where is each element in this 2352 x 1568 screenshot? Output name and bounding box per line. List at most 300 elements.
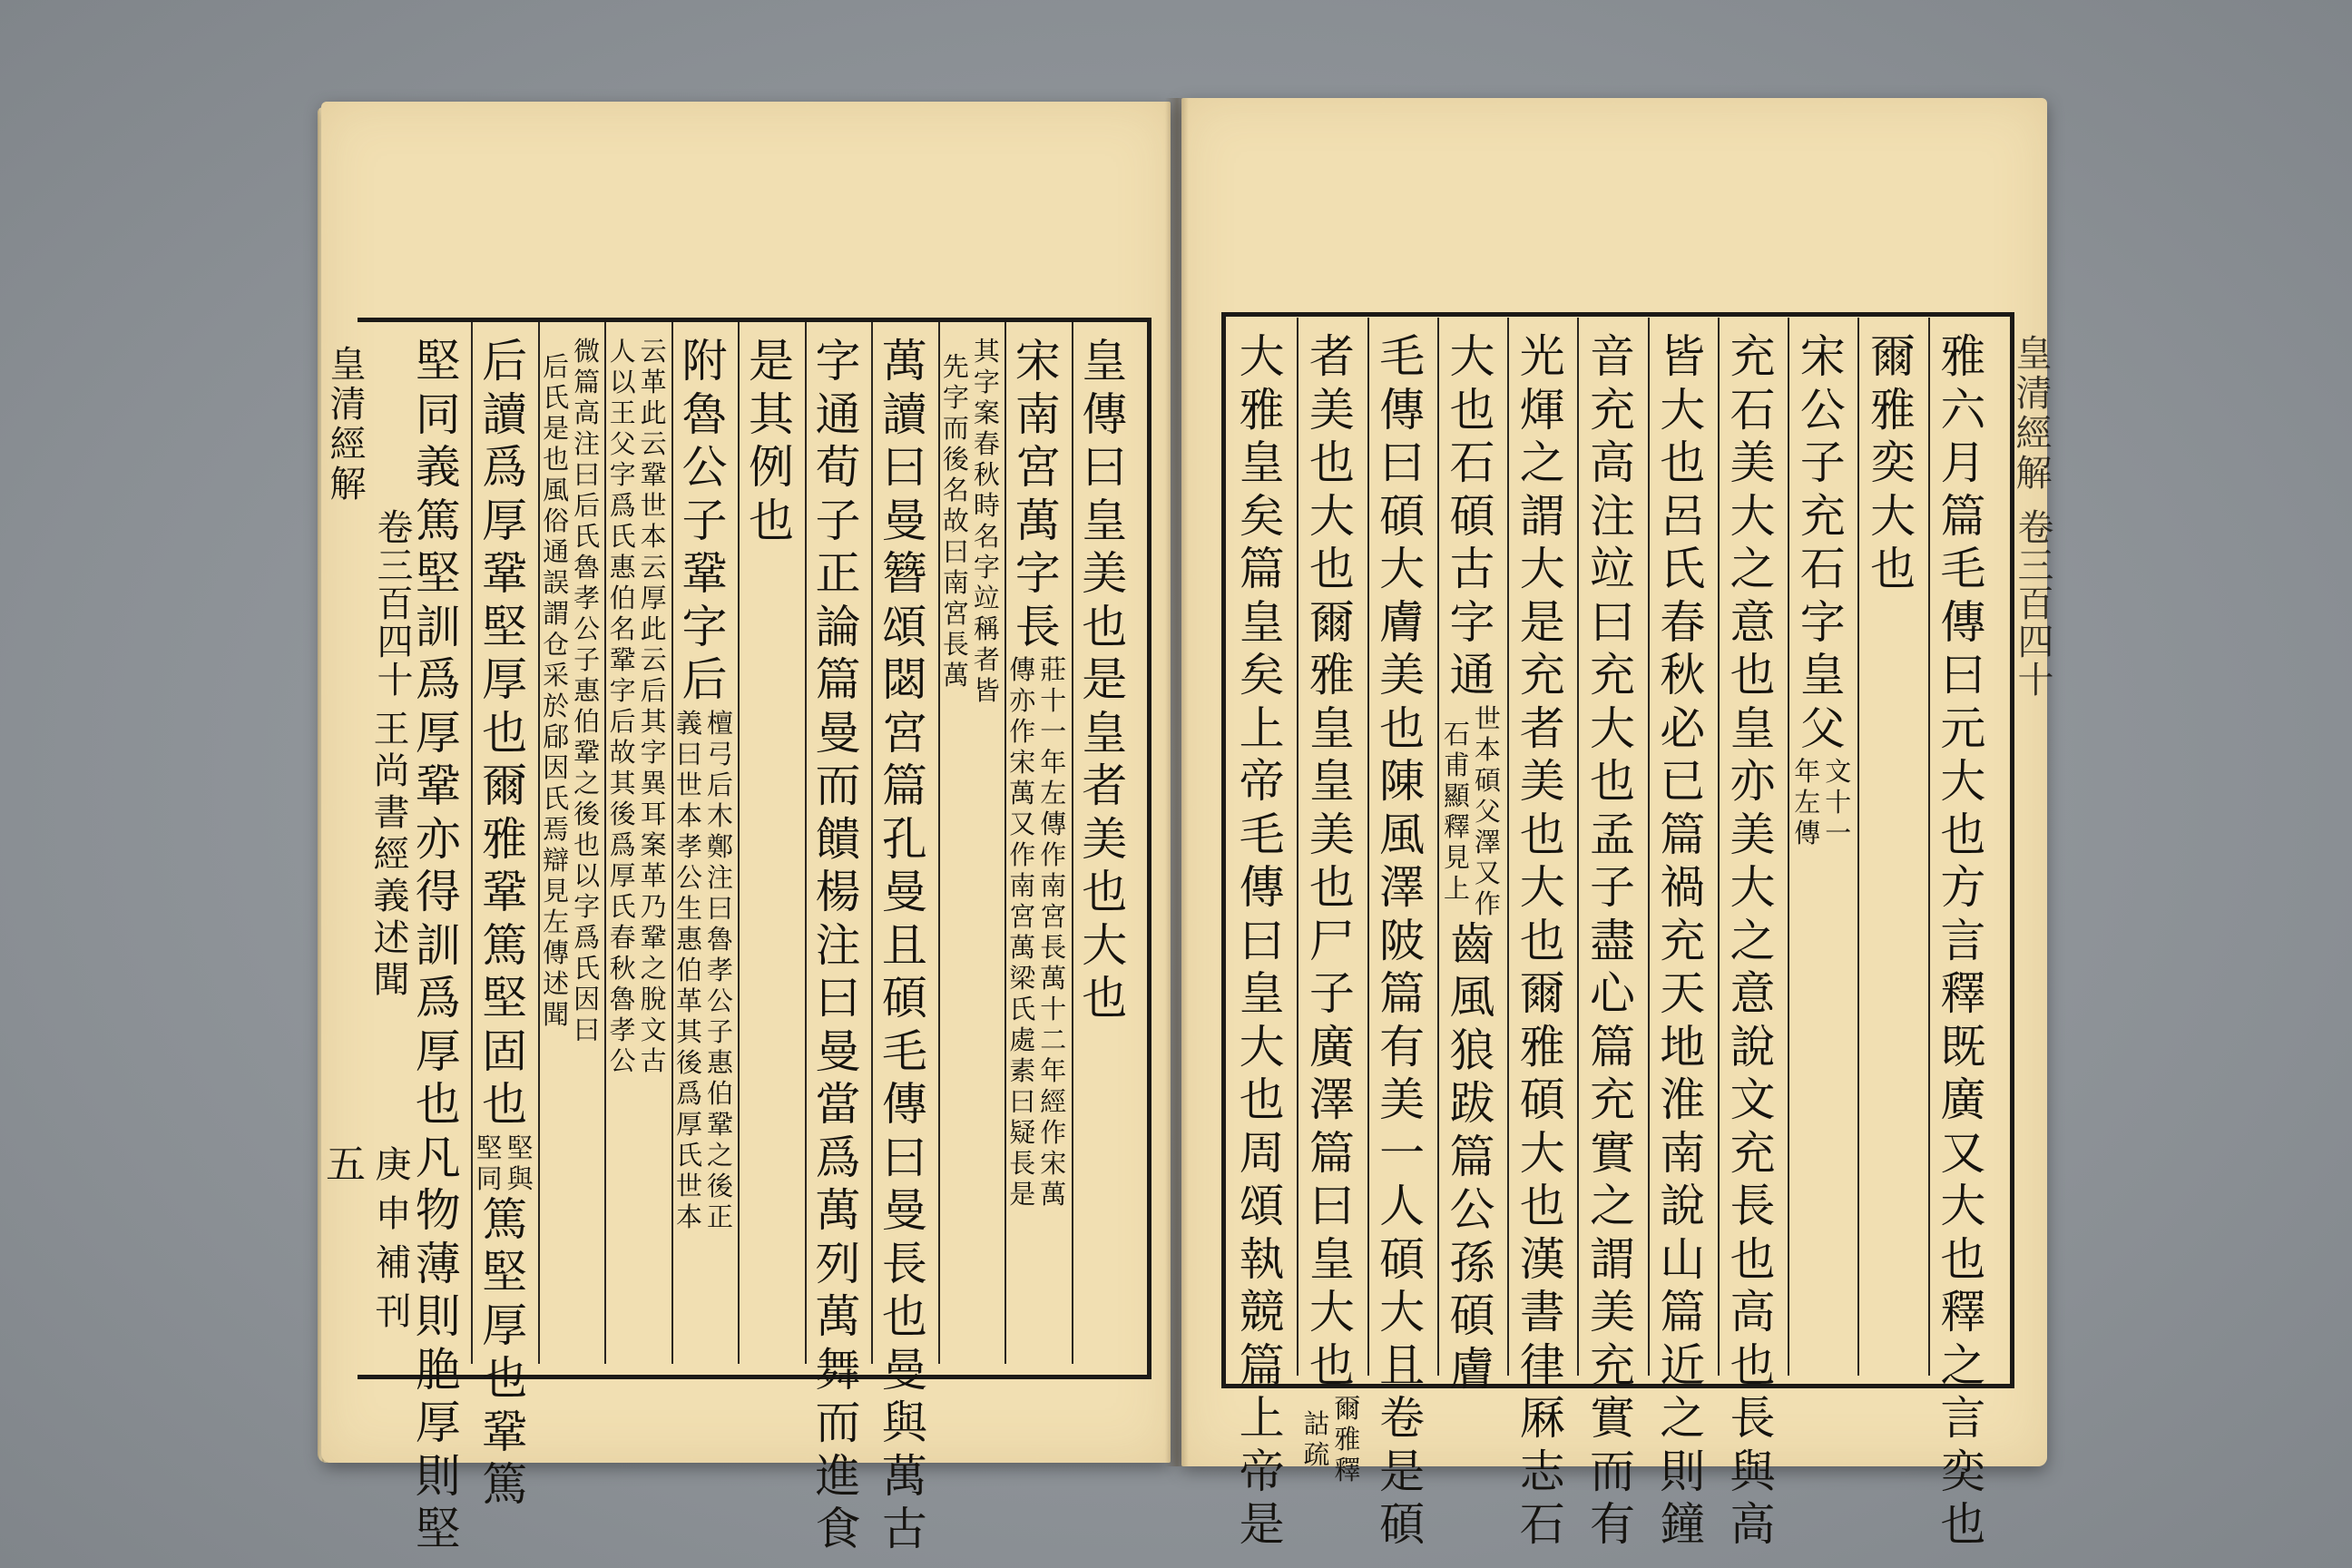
column-rule bbox=[1367, 318, 1369, 1376]
main-text-char: 一 bbox=[1379, 1126, 1426, 1180]
annotation-char: 時 bbox=[973, 490, 1000, 521]
print-note-text: 庚申補刊 bbox=[369, 1145, 411, 1341]
annotation-char: 木 bbox=[707, 799, 734, 831]
annotation-char: 篇 bbox=[573, 367, 601, 397]
main-text-char: 元 bbox=[1940, 701, 1986, 755]
main-text-char: 鞏 bbox=[482, 547, 528, 600]
main-text-char: 魯 bbox=[681, 387, 728, 441]
main-text-char: 也 bbox=[1449, 383, 1495, 436]
main-text-char: 也 bbox=[748, 494, 794, 547]
annotation-subcolumn bbox=[572, 338, 603, 1048]
text-column bbox=[671, 335, 738, 1235]
annotation-char: 公 bbox=[676, 861, 703, 893]
annotation-char: 南 bbox=[942, 567, 969, 598]
main-text-char: 也 bbox=[482, 1078, 528, 1131]
main-text-char: 之 bbox=[1730, 543, 1776, 595]
main-text-char: 讀 bbox=[482, 387, 528, 441]
main-text bbox=[1375, 330, 1429, 1555]
annotation-char: 其 bbox=[609, 768, 636, 799]
annotation-char: 碩 bbox=[1474, 764, 1501, 796]
annotation-char: 本 bbox=[676, 799, 703, 831]
text-column bbox=[871, 335, 937, 1560]
annotation-char: 疑 bbox=[1009, 1117, 1036, 1148]
annotation-text bbox=[607, 338, 669, 1079]
column-rule bbox=[671, 322, 673, 1364]
main-text-char: 也 bbox=[1730, 649, 1776, 701]
main-text-char: 是 bbox=[1239, 1498, 1285, 1551]
main-text-char: 必 bbox=[1660, 701, 1706, 755]
main-text bbox=[1726, 330, 1780, 1555]
main-text-char: 碩 bbox=[1449, 489, 1495, 543]
column-rule bbox=[604, 322, 606, 1364]
text-column bbox=[1928, 330, 1998, 1555]
work-title-text: 王尚書經義述聞 bbox=[368, 710, 409, 1002]
annotation-char: 之 bbox=[707, 1139, 734, 1171]
annotation-char: 氏 bbox=[609, 521, 636, 552]
annotation-char: 氏 bbox=[676, 1139, 703, 1171]
annotation-char: 弓 bbox=[707, 738, 734, 769]
annotation-char: 宮 bbox=[942, 598, 969, 629]
book-title-text: 皇清經解 bbox=[324, 345, 366, 505]
main-text-char: 美 bbox=[1379, 1073, 1426, 1126]
annotation-char: 是 bbox=[1009, 1179, 1036, 1210]
main-text-char: 美 bbox=[1589, 1286, 1635, 1338]
volume-ref-text: 卷三百四十 bbox=[371, 508, 413, 699]
annotation-char: 古 bbox=[640, 1045, 667, 1076]
main-text-char: 禍 bbox=[1660, 861, 1706, 914]
main-text-char: 之 bbox=[1589, 1180, 1635, 1232]
main-text-char: 人 bbox=[1379, 1180, 1426, 1232]
main-text-char: 與 bbox=[881, 1396, 927, 1449]
main-text bbox=[411, 335, 466, 1560]
main-text bbox=[1796, 330, 1850, 759]
main-text-char: 爾 bbox=[1308, 595, 1355, 649]
main-text-char: 也 bbox=[1519, 808, 1565, 861]
annotation-char: 惠 bbox=[609, 552, 636, 583]
main-text-char: 曰 bbox=[1379, 436, 1426, 489]
annotation-char: 本 bbox=[676, 1200, 703, 1232]
main-text-char: 爾 bbox=[482, 760, 528, 812]
main-text-char: 也 bbox=[1519, 1180, 1565, 1232]
column-rule bbox=[1857, 318, 1859, 1376]
main-text-char: 大 bbox=[1082, 918, 1128, 972]
main-text-char: 美 bbox=[1730, 808, 1776, 861]
annotation-char: 雅 bbox=[1334, 1424, 1361, 1455]
column-rule bbox=[471, 322, 473, 1364]
main-text-char: 充 bbox=[1730, 1126, 1776, 1180]
annotation-char: 云 bbox=[640, 336, 667, 367]
text-column bbox=[538, 338, 604, 1048]
main-text-char: 厚 bbox=[415, 1396, 461, 1449]
main-text-char: 文 bbox=[1730, 1073, 1776, 1126]
main-text-char: 論 bbox=[815, 600, 861, 653]
annotation-char: 惠 bbox=[707, 1046, 734, 1078]
main-text-char: 是 bbox=[1519, 595, 1565, 649]
main-text-char: 后 bbox=[482, 335, 528, 387]
main-text bbox=[810, 335, 865, 1560]
annotation-char: 孝 bbox=[676, 830, 703, 862]
annotation-char: 子 bbox=[573, 644, 601, 675]
main-text-char: 傳 bbox=[1082, 387, 1128, 441]
right-margin-volume bbox=[2009, 508, 2051, 699]
annotation-char: 世 bbox=[676, 1170, 703, 1201]
annotation-char: 王 bbox=[609, 397, 636, 428]
annotation-char: 後 bbox=[676, 1046, 703, 1078]
annotation-char: 云 bbox=[640, 428, 667, 459]
main-text-char: 雅 bbox=[1308, 649, 1355, 701]
main-text-char: 大 bbox=[1660, 383, 1706, 436]
main-text-char: 頌 bbox=[1239, 1180, 1285, 1232]
annotation-char: 伯 bbox=[573, 706, 601, 737]
main-text-char: 大 bbox=[1940, 755, 1986, 808]
main-text-char: 宋 bbox=[1014, 335, 1061, 387]
main-text-char: 古 bbox=[881, 1503, 927, 1555]
annotation-subcolumn bbox=[607, 338, 638, 1079]
annotation-char: 以 bbox=[573, 860, 601, 891]
annotation-char: 素 bbox=[1009, 1055, 1036, 1086]
main-text-char: 鞏 bbox=[482, 1405, 528, 1458]
annotation-char: 世 bbox=[676, 769, 703, 800]
main-text-char: 淮 bbox=[1660, 1073, 1706, 1126]
annotation-char: 字 bbox=[609, 675, 636, 706]
main-text-char: 毛 bbox=[1239, 808, 1285, 861]
main-text-char: 雅 bbox=[1870, 383, 1916, 436]
main-text-char: 六 bbox=[1940, 383, 1986, 436]
annotation-char: 乃 bbox=[640, 891, 667, 922]
main-text-char: 當 bbox=[815, 1078, 861, 1131]
main-text-char: 膚 bbox=[1449, 1342, 1495, 1396]
annotation-subcolumn bbox=[971, 338, 1002, 709]
annotation-char: 與 bbox=[506, 1162, 534, 1194]
main-text-char: 跋 bbox=[1449, 1077, 1495, 1130]
main-text-char: 鐘 bbox=[1660, 1498, 1706, 1551]
annotation-char: 風 bbox=[543, 475, 570, 505]
annotation-char: 辯 bbox=[543, 845, 570, 876]
main-text-char: 美 bbox=[1730, 436, 1776, 489]
main-text-char: 意 bbox=[1730, 967, 1776, 1020]
main-text-char: 楊 bbox=[815, 866, 861, 918]
main-text-char: 而 bbox=[815, 1396, 861, 1449]
annotation-char: 釋 bbox=[1443, 810, 1470, 842]
main-text-char: 鞏 bbox=[415, 760, 461, 812]
main-text-char: 篇 bbox=[1660, 1286, 1706, 1338]
column-rule bbox=[805, 322, 807, 1364]
annotation-char: 鞏 bbox=[640, 459, 667, 490]
annotation-char: 高 bbox=[573, 397, 601, 428]
main-text-char: 言 bbox=[1940, 1392, 1986, 1445]
main-text-char: 公 bbox=[1799, 383, 1846, 436]
annotation-char: 后 bbox=[543, 351, 570, 382]
main-text-char: 大 bbox=[1519, 1126, 1565, 1180]
annotation-char: 革 bbox=[640, 860, 667, 891]
annotation-char: 作 bbox=[1474, 887, 1501, 919]
annotation-char: 公 bbox=[573, 613, 601, 644]
annotation-char: 采 bbox=[543, 660, 570, 691]
main-text-char: 曼 bbox=[881, 494, 927, 547]
main-text-char: 美 bbox=[1082, 547, 1128, 600]
main-text-char: 萬 bbox=[1014, 494, 1061, 547]
annotation-char: 父 bbox=[609, 428, 636, 459]
annotation-char: 魯 bbox=[707, 923, 734, 955]
annotation-char: 梁 bbox=[1009, 963, 1036, 994]
annotation-char: 同 bbox=[475, 1162, 503, 1194]
main-text-char: 大 bbox=[1730, 861, 1776, 914]
main-text-char: 石 bbox=[1730, 383, 1776, 436]
text-column bbox=[1788, 330, 1857, 851]
annotation-char: 爾 bbox=[1334, 1393, 1361, 1424]
annotation-char: 左 bbox=[543, 906, 570, 937]
main-text-char: 堅 bbox=[482, 972, 528, 1024]
main-text-char: 澤 bbox=[1308, 1073, 1355, 1126]
main-text-char: 萬 bbox=[881, 1449, 927, 1503]
main-text-char: 也 bbox=[1730, 1232, 1776, 1286]
annotation-char: 而 bbox=[942, 413, 969, 444]
main-text-char: 謂 bbox=[1519, 489, 1565, 543]
main-text-char: 奕 bbox=[1870, 436, 1916, 489]
main-text-char: 也 bbox=[1940, 1498, 1986, 1551]
annotation-char: 宮 bbox=[1009, 901, 1036, 932]
main-text-char: 也 bbox=[1308, 543, 1355, 595]
main-text-char: 堅 bbox=[482, 1246, 528, 1298]
main-text-char: 子 bbox=[1308, 967, 1355, 1020]
main-text-char: 天 bbox=[1660, 967, 1706, 1020]
annotation-subcolumn bbox=[474, 1132, 505, 1197]
annotation-char: 堅 bbox=[506, 1132, 534, 1163]
main-text-char: 篇 bbox=[1449, 1130, 1495, 1183]
text-column bbox=[1437, 330, 1507, 1399]
main-text-char: 高 bbox=[1730, 1286, 1776, 1338]
annotation-char: 氏 bbox=[609, 891, 636, 922]
main-text-char: 帝 bbox=[1239, 755, 1285, 808]
right-book-title-text: 皇清經解 bbox=[2010, 334, 2052, 494]
annotation-char: 處 bbox=[1009, 1024, 1036, 1055]
main-text-char: 毛 bbox=[1379, 330, 1426, 383]
main-text-char: 義 bbox=[415, 441, 461, 494]
main-text-char: 碩 bbox=[1379, 1232, 1426, 1286]
annotation-char: 鄭 bbox=[707, 830, 734, 862]
annotation-char: 世 bbox=[1474, 702, 1501, 734]
annotation-char: 秋 bbox=[609, 953, 636, 984]
column-rule bbox=[1648, 318, 1650, 1376]
main-text-char: 是 bbox=[1379, 1445, 1426, 1498]
annotation-char: 魯 bbox=[609, 984, 636, 1014]
main-text-char: 尸 bbox=[1308, 914, 1355, 967]
main-text-char: 曰 bbox=[1082, 441, 1128, 494]
annotation-char: 革 bbox=[676, 985, 703, 1016]
annotation-char: 秋 bbox=[973, 459, 1000, 490]
right-margin-book-title bbox=[2007, 334, 2052, 494]
annotation-char: 爲 bbox=[609, 490, 636, 521]
annotation-char: 後 bbox=[707, 1170, 734, 1201]
main-text-char: 萬 bbox=[815, 1184, 861, 1237]
annotation-char: 左 bbox=[1040, 778, 1067, 808]
main-text-char: 也 bbox=[1082, 972, 1128, 1024]
annotation-subcolumn bbox=[1007, 654, 1038, 1212]
main-text-char: 堅 bbox=[415, 1503, 461, 1555]
annotation-subcolumn bbox=[1332, 1393, 1363, 1488]
main-text-char: 執 bbox=[1239, 1232, 1285, 1286]
annotation-char: 後 bbox=[573, 799, 601, 829]
main-text-char: 心 bbox=[1589, 967, 1635, 1020]
annotation-char: 長 bbox=[1040, 932, 1067, 963]
annotation-char: 本 bbox=[640, 521, 667, 552]
text-column bbox=[1004, 335, 1071, 1212]
main-text-char: 碩 bbox=[1449, 1289, 1495, 1342]
annotation-char: 作 bbox=[1009, 839, 1036, 870]
main-text-char: 讀 bbox=[881, 387, 927, 441]
main-text-char: 盡 bbox=[1589, 914, 1635, 967]
main-text-char: 子 bbox=[681, 494, 728, 547]
annotation-char: 曰 bbox=[942, 536, 969, 567]
annotation-char: 甫 bbox=[1443, 749, 1470, 780]
main-text-char: 之 bbox=[1940, 1338, 1986, 1392]
annotation-char: 釋 bbox=[1334, 1455, 1361, 1485]
annotation-char: 曰 bbox=[707, 892, 734, 924]
main-text-char: 充 bbox=[1589, 383, 1635, 436]
main-text bbox=[1305, 330, 1359, 1396]
main-text-char: 篇 bbox=[1660, 808, 1706, 861]
annotation-char: 故 bbox=[609, 737, 636, 768]
annotation-char: 后 bbox=[609, 706, 636, 737]
text-column bbox=[471, 335, 537, 1515]
annotation-char: 以 bbox=[609, 367, 636, 397]
annotation-char: 人 bbox=[609, 336, 636, 367]
main-text-char: 其 bbox=[748, 387, 794, 441]
annotation-char: 竝 bbox=[973, 583, 1000, 613]
annotation-char: 左 bbox=[1794, 787, 1821, 818]
main-text-char: 大 bbox=[1519, 861, 1565, 914]
annotation-char: 本 bbox=[1474, 733, 1501, 765]
annotation-char: 氏 bbox=[573, 953, 601, 984]
main-text-char: 美 bbox=[1519, 755, 1565, 808]
main-text-char: 南 bbox=[1660, 1126, 1706, 1180]
main-text-char: 雅 bbox=[1239, 383, 1285, 436]
main-text-char: 石 bbox=[1519, 1498, 1565, 1551]
main-text-char: 充 bbox=[1589, 1073, 1635, 1126]
main-text-char: 競 bbox=[1239, 1286, 1285, 1338]
annotation-char: 曰 bbox=[573, 459, 601, 490]
main-text-char: 凡 bbox=[415, 1131, 461, 1184]
main-text-char: 爲 bbox=[815, 1131, 861, 1184]
main-text-char: 曰 bbox=[1239, 914, 1285, 967]
annotation-char: 稱 bbox=[973, 613, 1000, 644]
main-text-char: 光 bbox=[1519, 330, 1565, 383]
annotation-subcolumn bbox=[505, 1132, 535, 1197]
annotation-char: 生 bbox=[676, 892, 703, 924]
main-text-char: 厚 bbox=[482, 494, 528, 547]
main-text-char: 也 bbox=[1940, 1232, 1986, 1286]
text-column bbox=[1297, 330, 1367, 1488]
annotation-char: 后 bbox=[640, 675, 667, 706]
annotation-char: 先 bbox=[942, 351, 969, 382]
main-text-char: 傳 bbox=[1379, 383, 1426, 436]
main-text-char: 大 bbox=[1239, 330, 1285, 383]
text-column bbox=[1367, 330, 1437, 1555]
main-text-char: 訓 bbox=[415, 600, 461, 653]
main-text-char: 風 bbox=[1379, 808, 1426, 861]
main-text-char: 曰 bbox=[1940, 649, 1986, 701]
main-text-char: 而 bbox=[1589, 1445, 1635, 1498]
annotation-char: 見 bbox=[543, 876, 570, 906]
main-text-char: 也 bbox=[1730, 1338, 1776, 1392]
main-text-char: 皇 bbox=[1082, 494, 1128, 547]
main-text-char: 父 bbox=[1799, 701, 1846, 755]
main-text-char: 美 bbox=[1379, 649, 1426, 701]
annotation-char: 義 bbox=[676, 707, 703, 739]
main-text-char: 充 bbox=[1589, 649, 1635, 701]
text-column bbox=[1857, 330, 1927, 600]
annotation-subcolumn bbox=[1441, 718, 1472, 906]
main-text-char: 已 bbox=[1660, 755, 1706, 808]
main-text bbox=[1077, 335, 1132, 1029]
main-text-char: 篇 bbox=[1379, 967, 1426, 1020]
annotation-char: 萬 bbox=[942, 660, 969, 691]
annotation-subcolumn bbox=[940, 351, 971, 693]
main-text-char: 呂 bbox=[1660, 489, 1706, 543]
annotation-char: 傳 bbox=[1009, 654, 1036, 685]
main-text-char: 者 bbox=[1519, 701, 1565, 755]
main-text-char: 也 bbox=[881, 1290, 927, 1343]
text-column bbox=[1507, 330, 1577, 1555]
main-text-char: 皇 bbox=[1239, 595, 1285, 649]
annotation-char: 傳 bbox=[1794, 818, 1821, 848]
main-text-char: 皇 bbox=[1239, 436, 1285, 489]
annotation-char: 一 bbox=[1040, 716, 1067, 747]
annotation-char: 微 bbox=[573, 336, 601, 367]
annotation-char: 氏 bbox=[543, 783, 570, 814]
main-text bbox=[1011, 335, 1065, 657]
annotation-char: 氏 bbox=[543, 382, 570, 413]
main-text-char: 矣 bbox=[1239, 489, 1285, 543]
main-text-char: 鞏 bbox=[482, 866, 528, 918]
annotation-char: 注 bbox=[707, 861, 734, 893]
main-text-char: 大 bbox=[1870, 489, 1916, 543]
column-rule bbox=[538, 322, 540, 1364]
annotation-char: 宋 bbox=[1040, 1148, 1067, 1179]
main-text-char: 律 bbox=[1519, 1338, 1565, 1392]
annotation-subcolumn bbox=[674, 707, 705, 1235]
main-text-char: 漢 bbox=[1519, 1232, 1565, 1286]
main-text-char: 后 bbox=[681, 653, 728, 706]
main-text-char: 傳 bbox=[1239, 861, 1285, 914]
main-text-char: 篇 bbox=[1940, 489, 1986, 543]
main-text-char: 皇 bbox=[1082, 335, 1128, 387]
main-text-char: 也 bbox=[1940, 808, 1986, 861]
annotation-char: 春 bbox=[973, 428, 1000, 459]
text-column bbox=[1648, 330, 1718, 1555]
right-volume-ref-text: 卷三百四十 bbox=[2012, 508, 2053, 699]
main-text-char: 大 bbox=[1308, 1286, 1355, 1338]
main-text-char: 孟 bbox=[1589, 808, 1635, 861]
annotation-char: 疏 bbox=[1303, 1439, 1330, 1470]
annotation-char: 因 bbox=[573, 984, 601, 1014]
main-text-char: 爾 bbox=[1870, 330, 1916, 383]
main-text-char: 公 bbox=[1449, 1183, 1495, 1236]
annotation-char: 世 bbox=[640, 490, 667, 521]
annotation-char: 於 bbox=[543, 691, 570, 721]
main-text-char: 澤 bbox=[1379, 861, 1426, 914]
annotation-char: 皆 bbox=[973, 675, 1000, 706]
annotation-char: 宮 bbox=[1040, 901, 1067, 932]
main-text-char: 風 bbox=[1449, 971, 1495, 1024]
annotation-char: 亦 bbox=[1009, 685, 1036, 716]
main-text-char: 南 bbox=[1014, 387, 1061, 441]
column-rule bbox=[1072, 322, 1073, 1364]
annotation-char: 耳 bbox=[640, 799, 667, 829]
main-text-char: 充 bbox=[1660, 914, 1706, 967]
annotation-char: 云 bbox=[640, 552, 667, 583]
main-text-char: 毛 bbox=[1940, 543, 1986, 595]
